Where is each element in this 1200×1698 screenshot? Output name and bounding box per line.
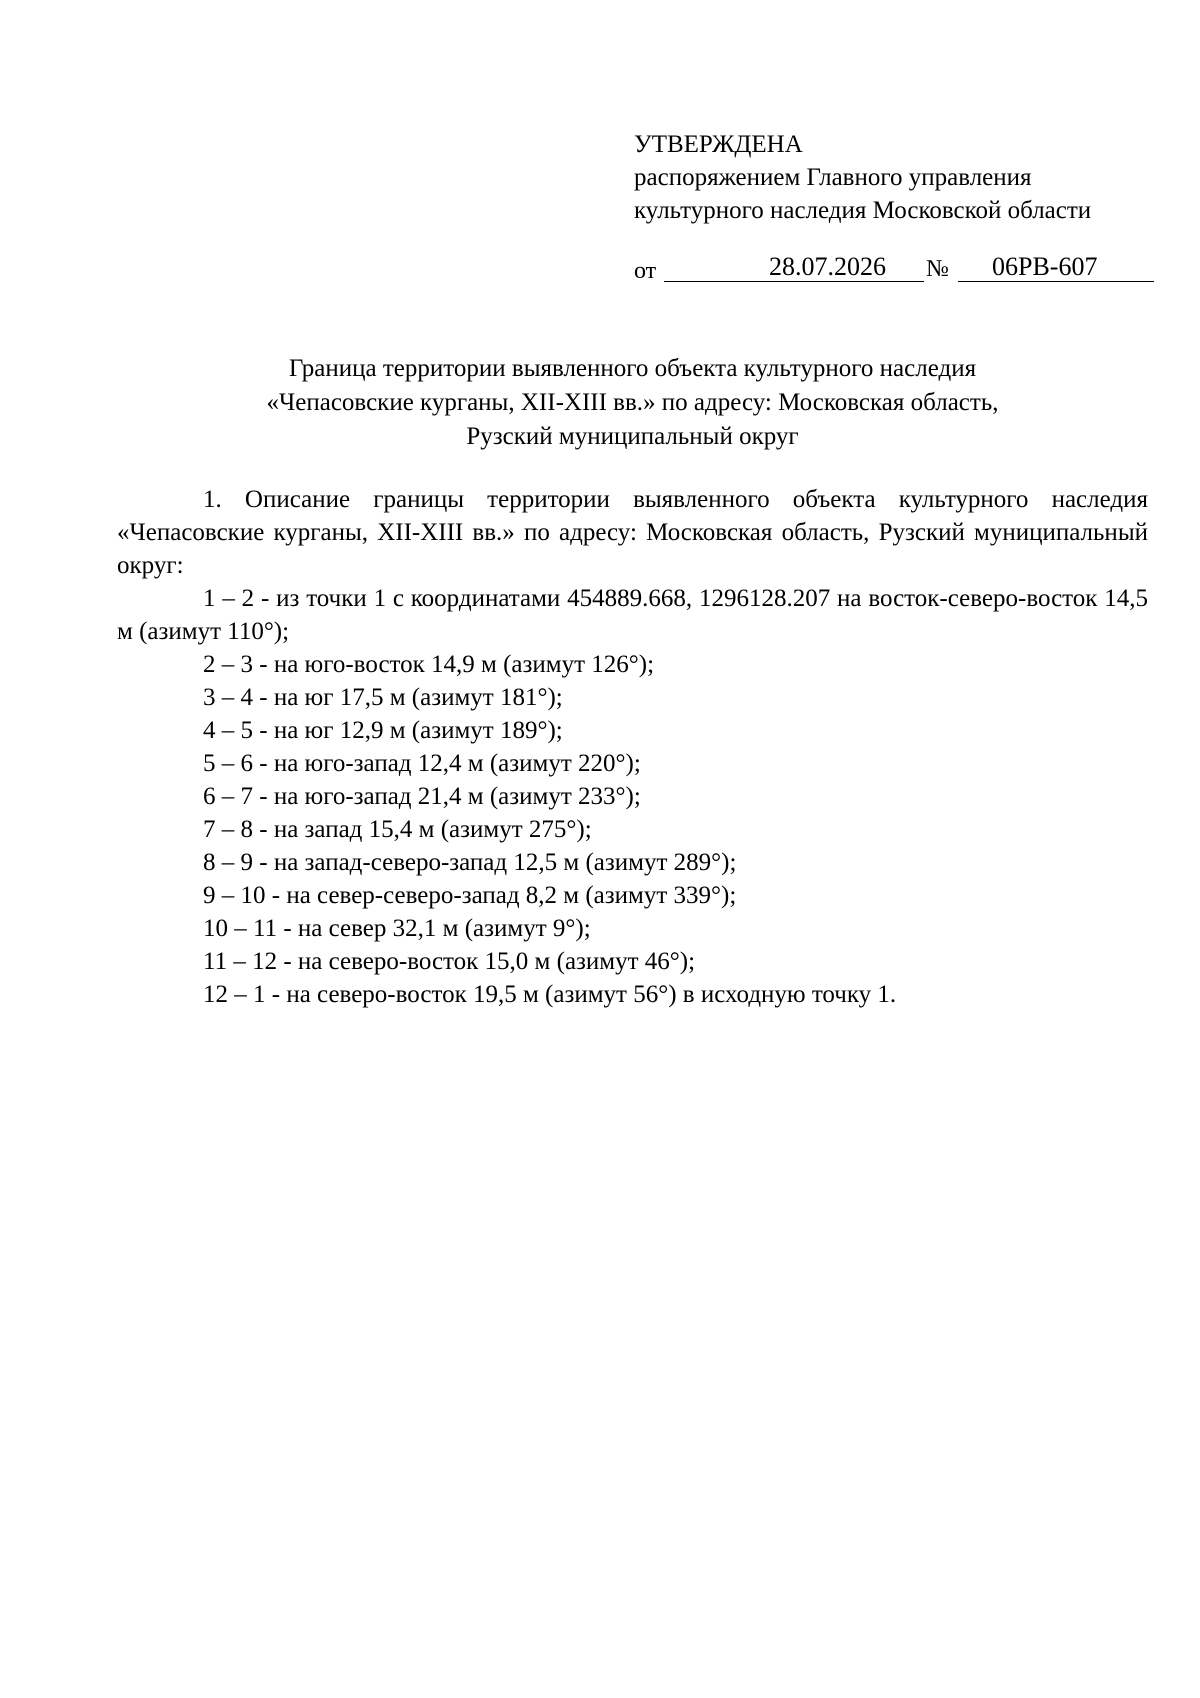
boundary-segment: 3 – 4 - на юг 17,5 м (азимут 181°); (203, 684, 563, 711)
boundary-segment: 7 – 8 - на запад 15,4 м (азимут 275°); (203, 816, 592, 843)
boundary-segment: 12 – 1 - на северо-восток 19,5 м (азимут 56°) в исходную точку 1. (203, 981, 897, 1008)
boundary-segment: 5 – 6 - на юго-запад 12,4 м (азимут 220°); (203, 750, 641, 777)
number-sign: № (926, 256, 949, 282)
boundary-segment: 9 – 10 - на север-северо-запад 8,2 м (азимут 339°); (203, 882, 737, 909)
order-date-field: 28.07.2026 (664, 252, 924, 282)
approval-block (634, 128, 1174, 227)
boundary-segment: 6 – 7 - на юго-запад 21,4 м (азимут 233°); (203, 783, 641, 810)
approval-line-2: культурного наследия Московской области (634, 197, 1092, 224)
heading-line-1: Граница территории выявленного объекта культурного наследия (288, 355, 977, 382)
date-prefix: от (634, 258, 657, 284)
document-heading (117, 352, 1148, 454)
boundary-segment: 1 – 2 - из точки 1 с координатами 454889.668, 1296128.207 на восток-северо-восток 14,5 м (азимут 110°); (117, 585, 1148, 645)
boundary-description (117, 483, 1148, 1011)
boundary-segment: 4 – 5 - на юг 12,9 м (азимут 189°); (203, 717, 563, 744)
boundary-segment: 11 – 12 - на северо-восток 15,0 м (азимут 46°); (203, 948, 696, 975)
approval-line-1: распоряжением Главного управления (634, 164, 1032, 191)
boundary-segment: 2 – 3 - на юго-восток 14,9 м (азимут 126°); (203, 651, 655, 678)
boundary-segment: 10 – 11 - на север 32,1 м (азимут 9°); (203, 915, 591, 942)
boundary-segment: 8 – 9 - на запад-северо-запад 12,5 м (азимут 289°); (203, 849, 737, 876)
heading-line-2: «Чепасовские курганы, XII-XIII вв.» по адресу: Московская область, (266, 389, 999, 416)
approval-title: УТВЕРЖДЕНА (634, 131, 803, 158)
order-number-field: 06РВ-607 (958, 252, 1154, 282)
order-details (634, 252, 1154, 286)
description-intro: 1. Описание границы территории выявленного объекта культурного наследия «Чепасовские курганы, XII-XIII вв.» по адресу: Московская область, Рузский муниципальный округ: (117, 486, 1148, 579)
heading-line-3: Рузский муниципальный округ (466, 423, 799, 450)
